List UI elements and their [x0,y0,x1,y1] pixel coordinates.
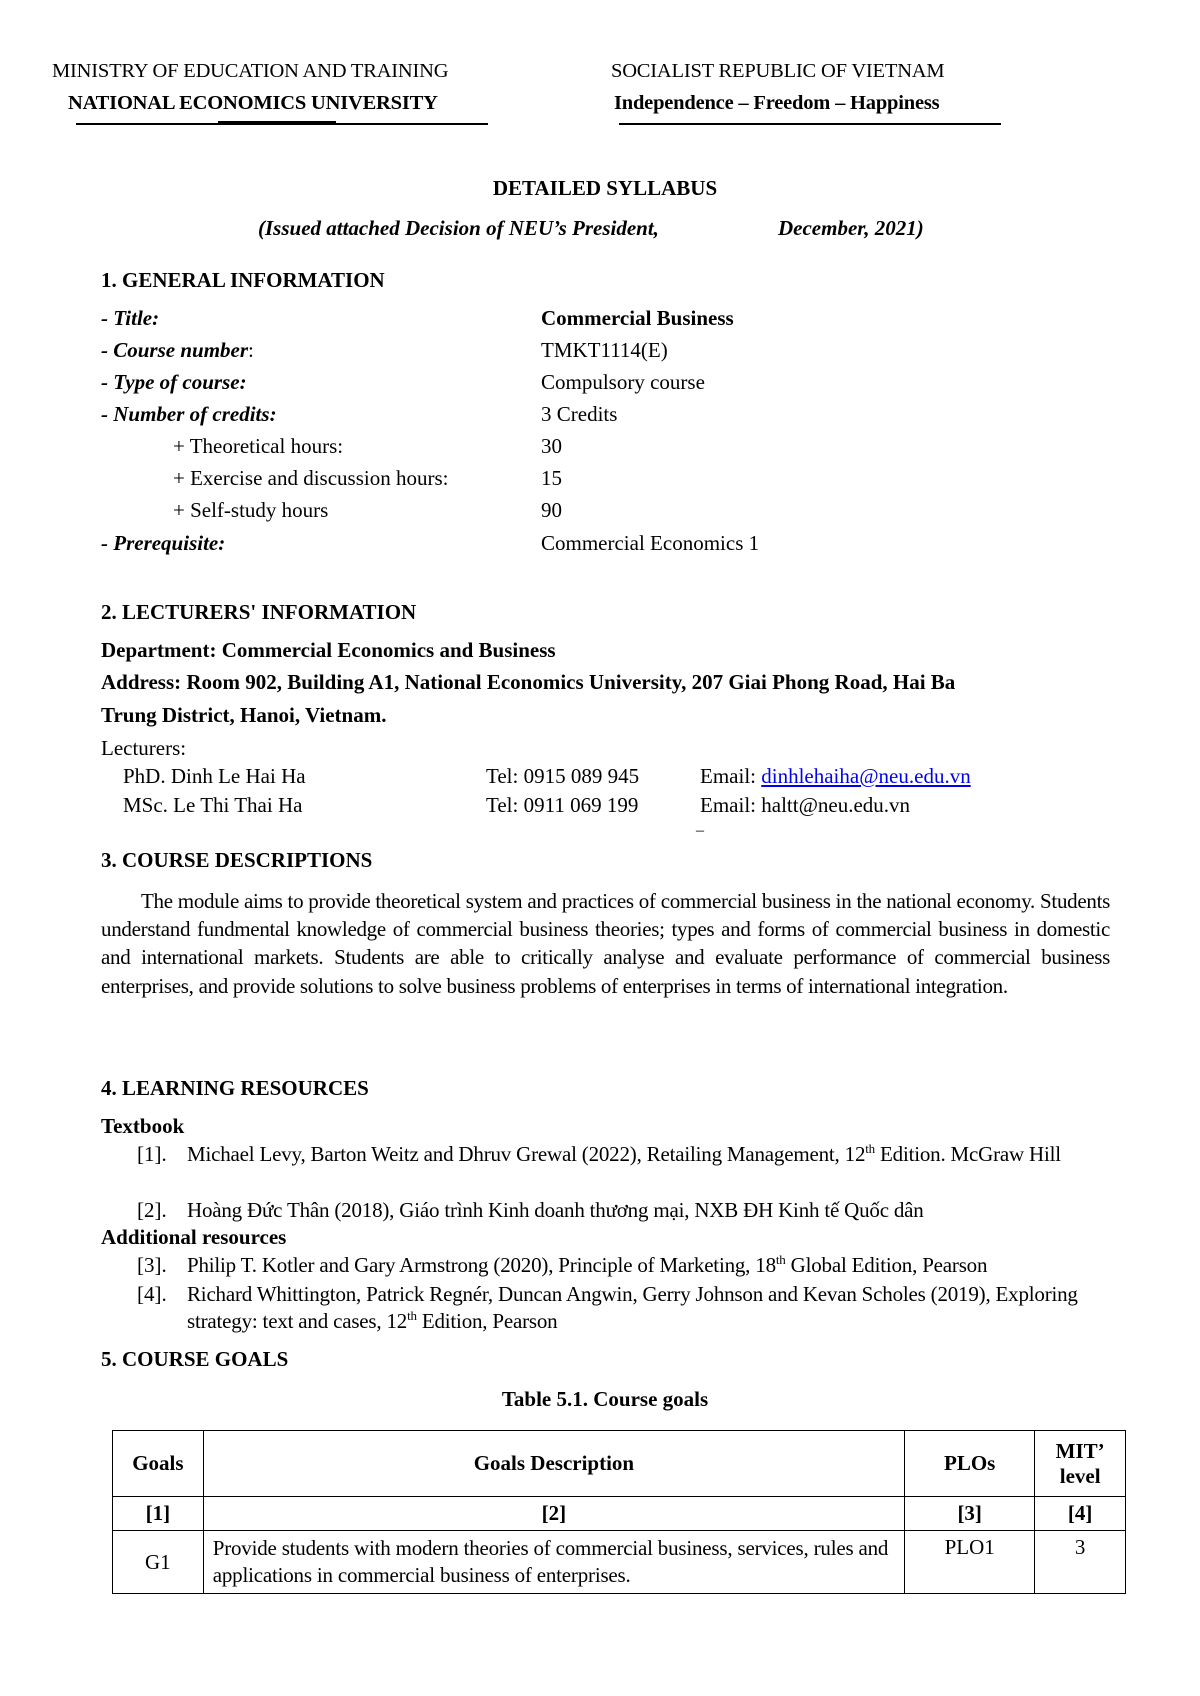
reference-text [187,1281,1087,1335]
section-resources-heading: 4. LEARNING RESOURCES [101,1076,369,1100]
section-goals-heading: 5. COURSE GOALS [101,1347,289,1371]
reference-number: [2]. [137,1198,167,1222]
reference-item [137,1281,1127,1337]
reference-text [187,1252,1127,1279]
lecturer-name: PhD. Dinh Le Hai Ha [123,764,306,788]
lecturer-email-label: Email: [700,793,762,817]
reference-number: [1]. [137,1142,167,1166]
course-goals-table [112,1430,1126,1594]
label-course-number-wrap [101,338,254,363]
reference-number: [4]. [137,1282,167,1306]
value-self-study-hours: 90 [541,498,562,522]
lecturer-tel: Tel: 0915 089 945 [486,764,640,788]
address-line-2: Trung District, Hanoi, Vietnam. [101,703,387,727]
table-index-row [113,1497,1126,1531]
column-header-goals: Goals [113,1431,204,1497]
course-description-paragraph [101,887,1110,1000]
reference-superscript: th [865,1141,875,1156]
reference-text-main: Philip T. Kotler and Gary Armstrong (2020), Principle of Marketing, 18 [187,1253,776,1277]
column-header-description: Goals Description [203,1431,904,1497]
reference-number: [3]. [137,1253,167,1277]
index-cell: [4] [1035,1497,1126,1531]
table-row [113,1531,1126,1594]
document-title: DETAILED SYLLABUS [492,176,718,200]
lecturer-email: haltt@neu.edu.vn [761,793,911,817]
stray-dash: – [696,822,704,839]
section-lecturers-heading: 2. LECTURERS' INFORMATION [101,600,417,624]
lecturer-email-link[interactable]: dinhlehaiha@neu.edu.vn [761,764,971,788]
document-subtitle-right: December, 2021) [778,216,924,240]
value-exercise-hours: 15 [541,466,562,490]
section-description-heading: 3. COURSE DESCRIPTIONS [101,848,373,872]
column-header-plos: PLOs [905,1431,1035,1497]
label-number-of-credits: - Number of credits: [101,402,277,426]
ministry-name: MINISTRY OF EDUCATION AND TRAINING [52,60,449,82]
lecturer-email-wrap [700,793,910,818]
lecturers-label: Lecturers: [101,736,187,760]
reference-text-rest: Edition. McGraw Hill [874,1142,1061,1166]
label-exercise-hours: + Exercise and discussion hours: [173,466,449,490]
country-name: SOCIALIST REPUBLIC OF VIETNAM [611,60,945,82]
lecturer-name: MSc. Le Thi Thai Ha [123,793,303,817]
value-theoretical-hours: 30 [541,434,562,458]
reference-text-rest: Global Edition, Pearson [785,1253,988,1277]
textbook-label: Textbook [101,1114,185,1138]
lecturer-email-label: Email: [700,764,762,788]
label-prerequisite: - Prerequisite: [101,531,226,555]
reference-superscript: th [407,1308,417,1323]
label-type-of-course: - Type of course: [101,370,247,394]
table-caption: Table 5.1. Course goals [501,1387,709,1411]
additional-resources-label: Additional resources [101,1225,287,1249]
label-theoretical-hours: + Theoretical hours: [173,434,344,458]
section-general-heading: 1. GENERAL INFORMATION [101,268,385,292]
goal-description-cell: Provide students with modern theories of commercial business, services, rules and applications in commercial business of enterprises. [203,1531,904,1594]
column-header-mit-level: MIT’ level [1035,1431,1126,1497]
address-line-1: Address: Room 902, Building A1, National Economics University, 207 Giai Phong Road, Hai Ba [101,670,956,694]
reference-text: Hoàng Đức Thân (2018), Giáo trình Kinh doanh thương mại, NXB ĐH Kinh tế Quốc dân [187,1198,924,1222]
index-cell: [2] [203,1497,904,1531]
label-title: - Title: [101,306,160,330]
lecturer-tel: Tel: 0911 069 199 [486,793,639,817]
reference-superscript: th [775,1252,786,1267]
reference-text-main: Michael Levy, Barton Weitz and Dhruv Grewal (2022), Retailing Management, 12 [187,1142,866,1166]
value-title: Commercial Business [541,306,734,330]
table-header-row [113,1431,1126,1497]
document-subtitle-left: (Issued attached Decision of NEU’s President, [258,216,659,240]
index-cell: [3] [905,1497,1035,1531]
goal-level-cell: 3 [1035,1531,1126,1594]
goal-plo-cell: PLO1 [905,1531,1035,1594]
department: Department: Commercial Economics and Business [101,638,556,662]
reference-text [187,1141,1127,1168]
header-left-rule-accent [218,121,336,124]
label-course-number-colon: : [248,338,254,362]
value-prerequisite: Commercial Economics 1 [541,531,760,555]
header-right-rule [619,123,1001,125]
national-motto: Independence – Freedom – Happiness [614,92,940,114]
reference-item [137,1252,1127,1280]
goal-id-cell: G1 [113,1531,204,1594]
reference-text-rest: Edition, Pearson [416,1309,558,1333]
label-course-number: - Course number [101,338,249,362]
value-course-number: TMKT1114(E) [541,338,668,362]
label-self-study-hours: + Self-study hours [173,498,329,522]
reference-text-main: Richard Whittington, Patrick Regnér, Duncan Angwin, Gerry Johnson and Kevan Scholes (2019), Exploring strategy: text and cases, 12 [187,1282,1078,1333]
value-type-of-course: Compulsory course [541,370,705,394]
reference-item [137,1141,1127,1197]
reference-item [137,1197,1127,1225]
index-cell: [1] [113,1497,204,1531]
lecturer-email-wrap [700,764,971,789]
course-description-text: The module aims to provide theoretical system and practices of commercial business in the national economy. Students understand fundmental knowledge of commercial business theories; types and forms of commercial business in domestic and international markets. Students are able to critically analyse and evaluate performance of commercial business enterprises, and provide solutions to solve business problems of enterprises in terms of international integration. [101,889,1110,998]
value-number-of-credits: 3 Credits [541,402,618,426]
university-name: NATIONAL ECONOMICS UNIVERSITY [68,92,438,114]
